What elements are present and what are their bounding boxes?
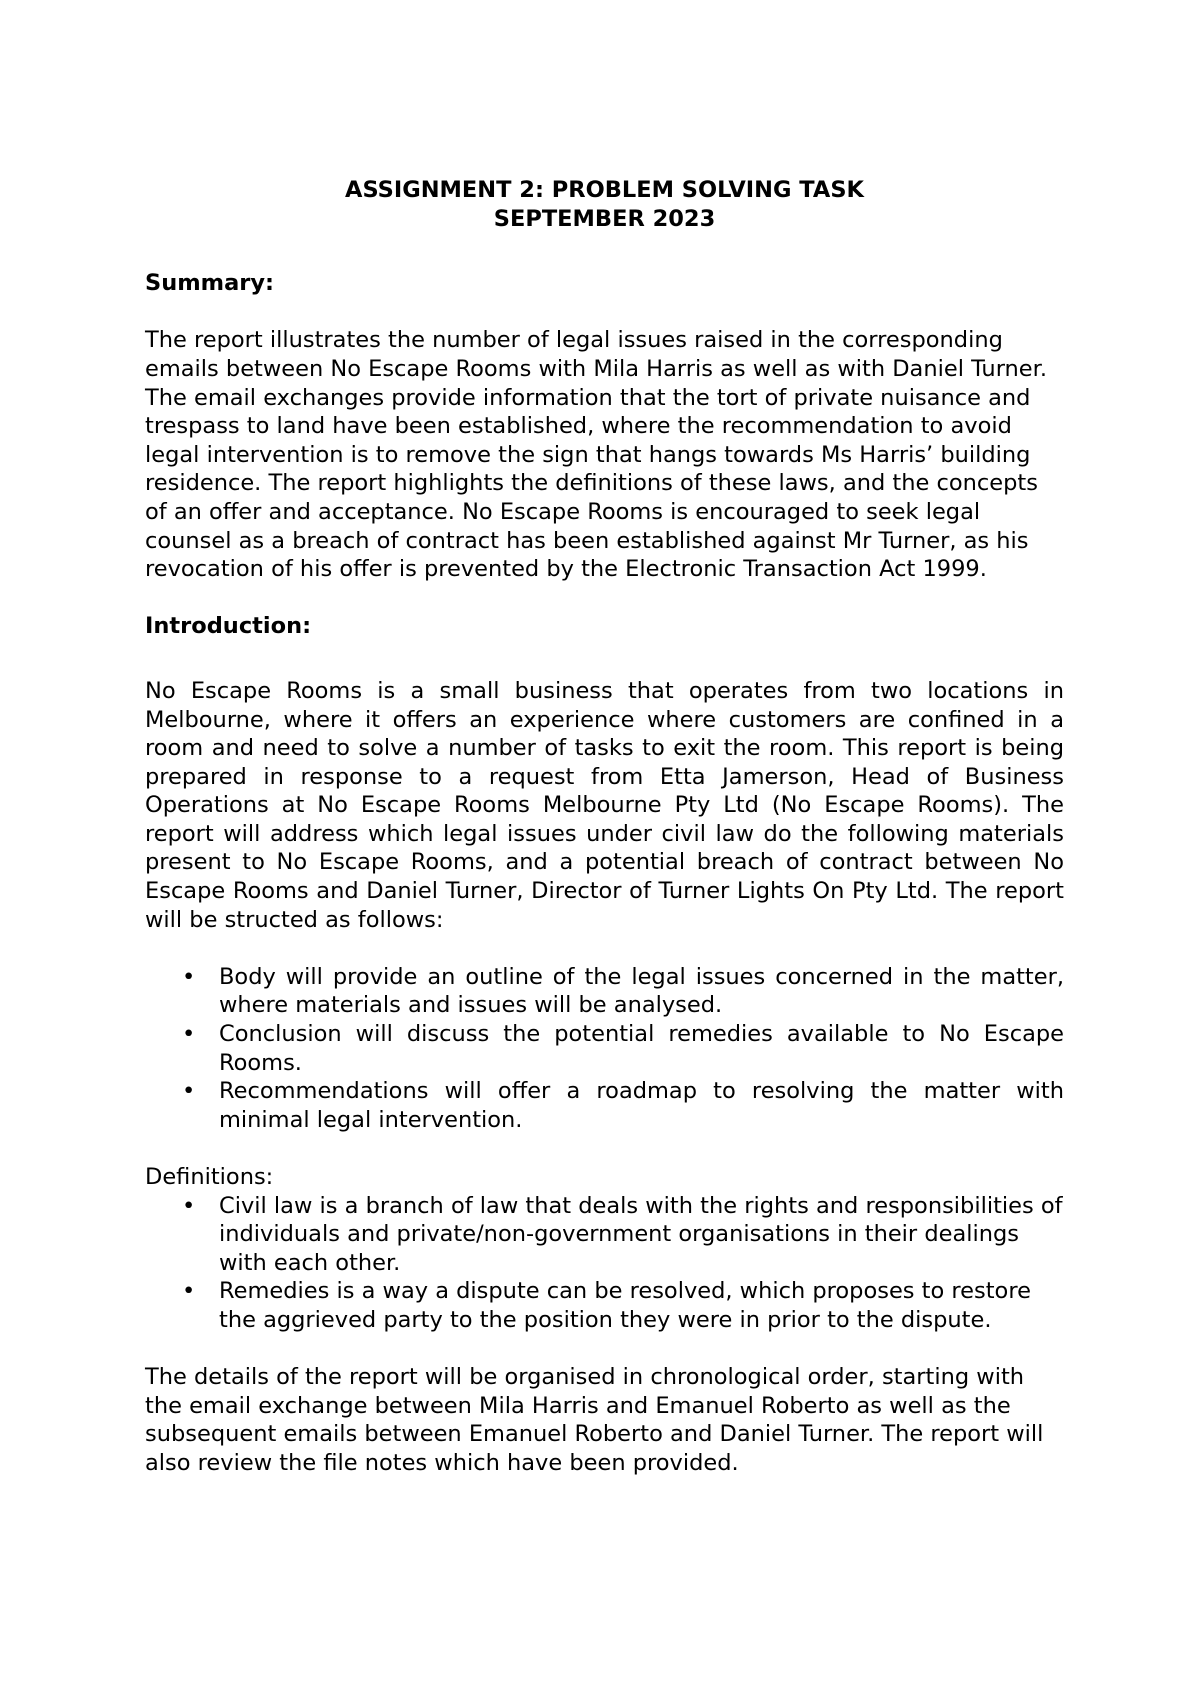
list-item <box>145 963 1064 1020</box>
structure-list <box>145 963 1064 1135</box>
structure-item-recommendations: Recommendations will offer a roadmap to resolving the matter with minimal legal intervention. <box>219 1078 1064 1133</box>
list-item <box>145 1020 1064 1077</box>
introduction-paragraph: No Escape Rooms is a small business that operates from two locations in Melbourne, where it offers an experience where customers are confined in a room and need to solve a number of tasks to exit the room. This report is being prepared in response to a request from Etta Jamerson, Head of Business Operations at No Escape Rooms Melbourne Pty Ltd (No Escape Rooms). The report will address which legal issues under civil law do the following materials present to No Escape Rooms, and a potential breach of contract between No Escape Rooms and Daniel Turner, Director of Turner Lights On Pty Ltd. The report will be structed as follows: <box>145 677 1064 933</box>
summary-heading: Summary: <box>145 270 275 297</box>
structure-item-body: Body will provide an outline of the legal issues concerned in the matter, where materials and issues will be analysed. <box>219 963 1064 1019</box>
document-page <box>145 176 1064 1478</box>
document-date: SEPTEMBER 2023 <box>493 205 716 232</box>
definition-civil-law: Civil law is a branch of law that deals with the rights and responsibilities of individuals and private/non-government organisations in their dealings with each other. <box>219 1192 1063 1276</box>
bullet-icon: • <box>182 1278 196 1305</box>
list-item <box>145 1192 1064 1278</box>
bullet-icon: • <box>182 1192 196 1219</box>
definitions-list <box>145 1192 1064 1335</box>
definitions-heading: Definitions: <box>145 1164 274 1190</box>
list-item <box>145 1277 1064 1334</box>
closing-paragraph: The details of the report will be organised in chronological order, starting with the email exchange between Mila Harris and Emanuel Roberto as well as the subsequent emails between Emanuel Roberto and Daniel Turner. The report will also review the file notes which have been provided. <box>145 1364 1044 1476</box>
bullet-icon: • <box>182 1021 196 1048</box>
document-title: ASSIGNMENT 2: PROBLEM SOLVING TASK <box>345 177 864 203</box>
bullet-icon: • <box>182 1078 196 1105</box>
summary-paragraph: The report illustrates the number of legal issues raised in the corresponding emails between No Escape Rooms with Mila Harris as well as with Daniel Turner. The email exchanges provide information that the tort of private nuisance and trespass to land have been established, where the recommendation to avoid legal intervention is to remove the sign that hangs towards Ms Harris’ building residence. The report highlights the definitions of these laws, and the concepts of an offer and acceptance. No Escape Rooms is encouraged to seek legal counsel as a breach of contract has been established against Mr Turner, as his revocation of his offer is prevented by the Electronic Transaction Act 1999. <box>145 327 1047 583</box>
bullet-icon: • <box>182 963 196 990</box>
list-item <box>145 1077 1064 1134</box>
definition-remedies: Remedies is a way a dispute can be resolved, which proposes to restore the aggrieved party to the position they were in prior to the dispute. <box>219 1278 1031 1333</box>
structure-item-conclusion: Conclusion will discuss the potential remedies available to No Escape Rooms. <box>219 1021 1064 1076</box>
introduction-heading: Introduction: <box>145 613 312 640</box>
